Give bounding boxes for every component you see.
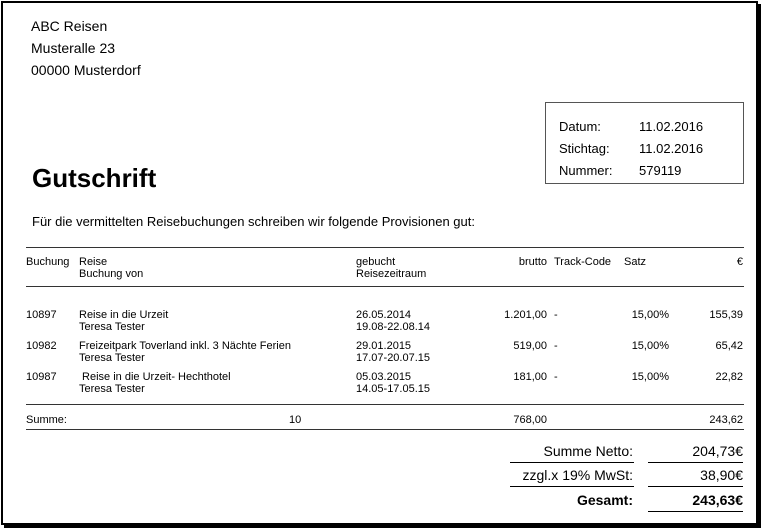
cell-brutto: 1.201,00 [504,309,547,321]
credit-note-page [1,1,758,525]
cell-track: - [554,340,558,352]
col-satz: Satz [624,256,647,268]
summe-label: Summe: [26,414,67,426]
col-reisezeitraum: Reisezeitraum [356,268,427,280]
mwst-value: 38,90€ [700,467,743,483]
sender-street: Musteralle 23 [31,40,116,56]
info-value: 579119 [639,163,682,178]
cell-zeitraum: 17.07-20.07.15 [356,352,431,364]
cell-kunde: Teresa Tester [79,352,145,364]
info-value: 11.02.2016 [639,141,704,156]
cell-buchung: 10982 [26,340,57,352]
cell-brutto: 519,00 [513,340,547,352]
cell-betrag: 22,82 [715,371,743,383]
cell-betrag: 65,42 [715,340,743,352]
gesamt-value: 243,63€ [692,492,743,508]
info-label: Nummer: [559,163,613,178]
cell-gebucht: 26.05.2014 [356,309,412,321]
document-info-box [545,102,744,184]
col-gebucht: gebucht [356,256,396,268]
cell-track: - [554,371,558,383]
col-buchung: Buchung [26,256,70,268]
underline [648,486,743,487]
cell-reise: Freizeitpark Toverland inkl. 3 Nächte Ferien [79,340,291,352]
intro-text: Für die vermittelten Reisebuchungen schreiben wir folgende Provisionen gut: [32,214,475,229]
col-buchung-von: Buchung von [79,268,144,280]
col-brutto: brutto [518,256,547,268]
underline [510,462,634,463]
sender-name: ABC Reisen [31,18,108,34]
netto-label: Summe Netto: [543,443,633,459]
summe-betrag: 243,62 [709,414,743,426]
cell-gebucht: 05.03.2015 [356,371,412,383]
sender-address [31,15,141,81]
cell-brutto: 181,00 [513,371,547,383]
cell-satz: 15,00% [631,371,669,383]
divider [26,429,744,430]
mwst-label: zzgl.x 19% MwSt: [522,467,633,483]
col-reise: Reise [79,256,108,268]
cell-reise: Reise in die Urzeit [79,309,169,321]
document-title: Gutschrift [32,163,157,193]
cell-betrag: 155,39 [709,309,743,321]
sender-city: 00000 Musterdorf [31,62,141,78]
cell-zeitraum: 14.05-17.05.15 [356,383,431,395]
cell-track: - [554,309,558,321]
underline [648,511,743,512]
cell-zeitraum: 19.08-22.08.14 [356,321,431,333]
underline [510,486,634,487]
underline [648,462,743,463]
divider [26,286,744,287]
cell-satz: 15,00% [631,309,669,321]
info-value: 11.02.2016 [639,119,704,134]
col-track-code: Track-Code [554,256,612,268]
gesamt-label: Gesamt: [576,492,633,508]
cell-buchung: 10987 [26,371,57,383]
cell-satz: 15,00% [631,340,669,352]
cell-kunde: Teresa Tester [79,383,145,395]
cell-kunde: Teresa Tester [79,321,145,333]
cell-reise: Reise in die Urzeit- Hechthotel [79,371,231,383]
netto-value: 204,73€ [692,443,743,459]
cell-gebucht: 29.01.2015 [356,340,412,352]
info-label: Stichtag: [559,141,610,156]
col-currency: € [736,256,743,268]
info-label: Datum: [559,119,601,134]
summe-brutto: 768,00 [513,414,547,426]
divider [26,247,744,248]
summe-count: 10 [289,414,302,426]
divider [26,404,744,405]
cell-buchung: 10897 [26,309,57,321]
